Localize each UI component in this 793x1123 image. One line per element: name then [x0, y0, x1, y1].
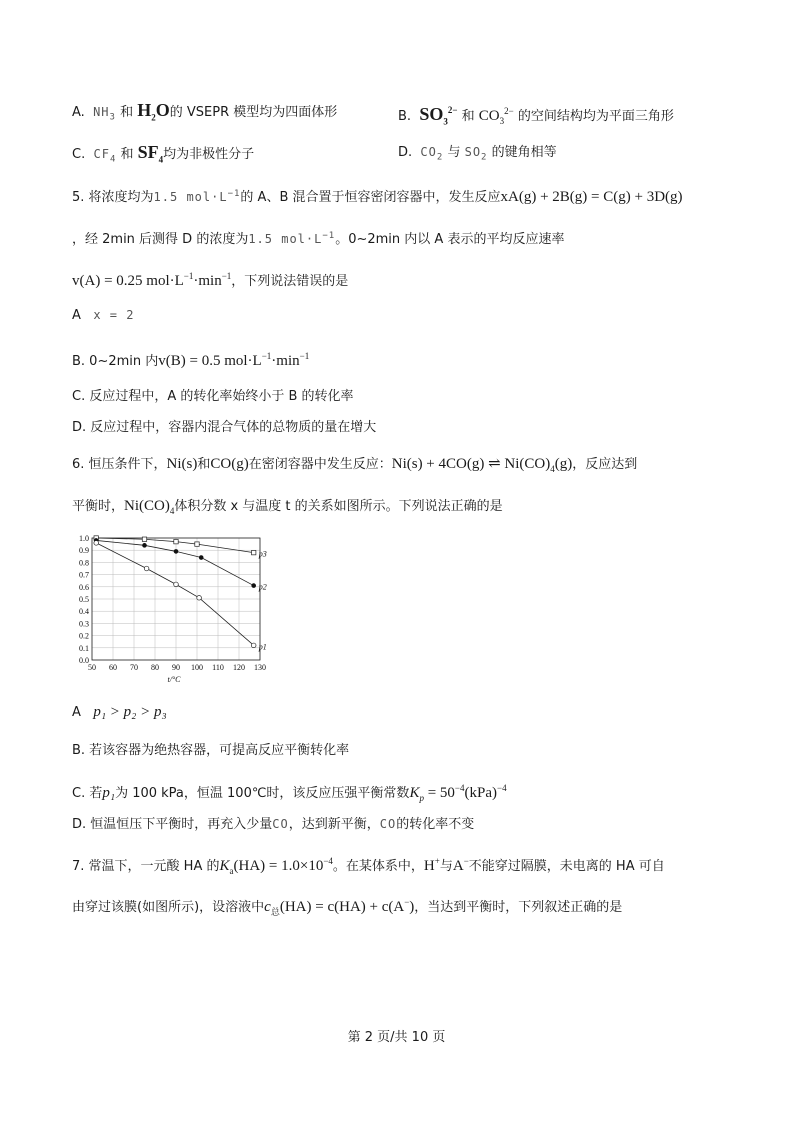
x-tick-label: 100: [191, 663, 203, 672]
q6-stem-line2: 平衡时，$Ni(CO)_4$体积分数 x 与温度 t 的关系如图所示。下列说法正确的是: [72, 498, 503, 516]
q7-stem-line2: 由穿过该膜(如图所示)，设溶液中$c_总(HA) = c(HA) + c(A^-)$，当达到平衡时，下列叙述正确的是: [72, 897, 623, 917]
q6-option-c: C. 若p₁为 100 kPa，恒温 100℃时，该反应压强平衡常数$K_p = 50^{-4}(kPa)^{-4}$: [72, 783, 507, 803]
q5-stem-line3: v(A) = 0.25 $mol\cdot L^{-1}\cdot\min^{-1}$，下列说法错误的是: [72, 271, 349, 289]
chart-grid: [92, 538, 260, 660]
chart-series: [94, 536, 267, 652]
q5-option-b: B. 0~2min 内v(B) = 0.5 $mol\cdot L^{-1}\cdot\min^{-1}$: [72, 351, 310, 369]
chart-axes: [79, 534, 266, 672]
y-tick-label: 0.9: [79, 546, 89, 556]
y-tick-label: 0.8: [79, 558, 89, 568]
x-tick-label: 60: [109, 663, 117, 672]
q6-chart: [70, 530, 270, 686]
x-tick-label: 130: [254, 663, 266, 672]
q6-option-d: D. 恒温恒压下平衡时，再充入少量CO，达到新平衡，CO的转化率不变: [72, 817, 475, 832]
x-tick-label: 70: [130, 663, 138, 672]
y-tick-label: 0.1: [79, 643, 89, 653]
series-label-p1: p1: [258, 642, 267, 652]
point-p1: [174, 582, 179, 587]
page-footer: 第 2 页/共 10 页: [347, 1030, 446, 1045]
q4-option-a: A. $NH_3$ 和 $H_2O$的 VSEPR 模型均为四面体形: [72, 100, 338, 123]
point-p2: [142, 543, 147, 548]
q4-option-d: D. $CO_2$ 与 $SO_2$ 的键角相等: [398, 145, 557, 163]
point-p2: [199, 555, 204, 560]
y-tick-label: 0.4: [79, 607, 89, 617]
y-tick-label: 0.6: [79, 582, 89, 592]
point-p3: [195, 542, 199, 546]
q7-stem-line1: 7. 常温下，一元酸 HA 的$K_a(HA) = 1.0\times 10^{-4}$。在某体系中，H+与A−不能穿过隔膜，未电离的 HA 可自: [72, 856, 665, 876]
series-label-p3: p3: [258, 549, 267, 559]
point-p2: [251, 583, 256, 588]
q5-option-d: D. 反应过程中，容器内混合气体的总物质的量在增大: [72, 420, 377, 435]
q4-option-b: B. $SO_3^{2-}$ 和 $CO_3^{2-}$ 的空间结构均为平面三角形: [398, 104, 674, 127]
q5-option-a: A x = 2: [72, 308, 135, 323]
q5-stem-line2: ，经 2min 后测得 D 的浓度为1.5 $mol\cdot L^{-1}$。0~2min 内以 A 表示的平均反应速率: [72, 231, 565, 247]
y-tick-label: 0.3: [79, 619, 89, 629]
point-p3: [252, 550, 256, 554]
y-tick-label: 0.0: [79, 656, 89, 665]
x-tick-label: 90: [172, 663, 180, 672]
chart-x-axis-label: t/°C: [167, 675, 181, 684]
series-label-p2: p2: [258, 582, 267, 592]
point-p1: [94, 541, 99, 546]
y-tick-label: 0.7: [79, 570, 89, 580]
q5-option-c: C. 反应过程中，A 的转化率始终小于 B 的转化率: [72, 389, 354, 404]
point-p1: [251, 643, 256, 648]
x-tick-label: 50: [88, 663, 96, 672]
point-p3: [142, 537, 146, 541]
x-tick-label: 120: [233, 663, 245, 672]
q6-option-b: B. 若该容器为绝热容器，可提高反应平衡转化率: [72, 743, 350, 758]
series-line-p2: [96, 540, 254, 585]
x-tick-label: 80: [151, 663, 159, 672]
q6-stem-line1: 6. 恒压条件下，Ni(s)和CO(g)在密闭容器中发生反应：Ni(s) + 4CO(g) ⇌ $Ni(CO)_4(g)$，反应达到: [72, 456, 638, 474]
point-p2: [174, 549, 179, 554]
y-tick-label: 0.2: [79, 631, 89, 641]
point-p1: [144, 566, 149, 571]
point-p3: [174, 539, 178, 543]
x-tick-label: 110: [212, 663, 224, 672]
q6-option-a: A p₁ > p₂ > p₃: [72, 704, 167, 720]
q5-stem-line1: 5. 将浓度均为1.5 $mol\cdot L^{-1}$的 A、B 混合置于恒容密闭容器中，发生反应xA(g) + 2B(g) = C(g) + 3D(g): [72, 189, 683, 205]
y-tick-label: 1.0: [79, 534, 89, 543]
series-line-p1: [96, 543, 254, 645]
q4-option-c: C. $CF_4$ 和 $SF_4$均为非极性分子: [72, 142, 255, 165]
point-p1: [197, 595, 202, 600]
y-tick-label: 0.5: [79, 595, 89, 604]
